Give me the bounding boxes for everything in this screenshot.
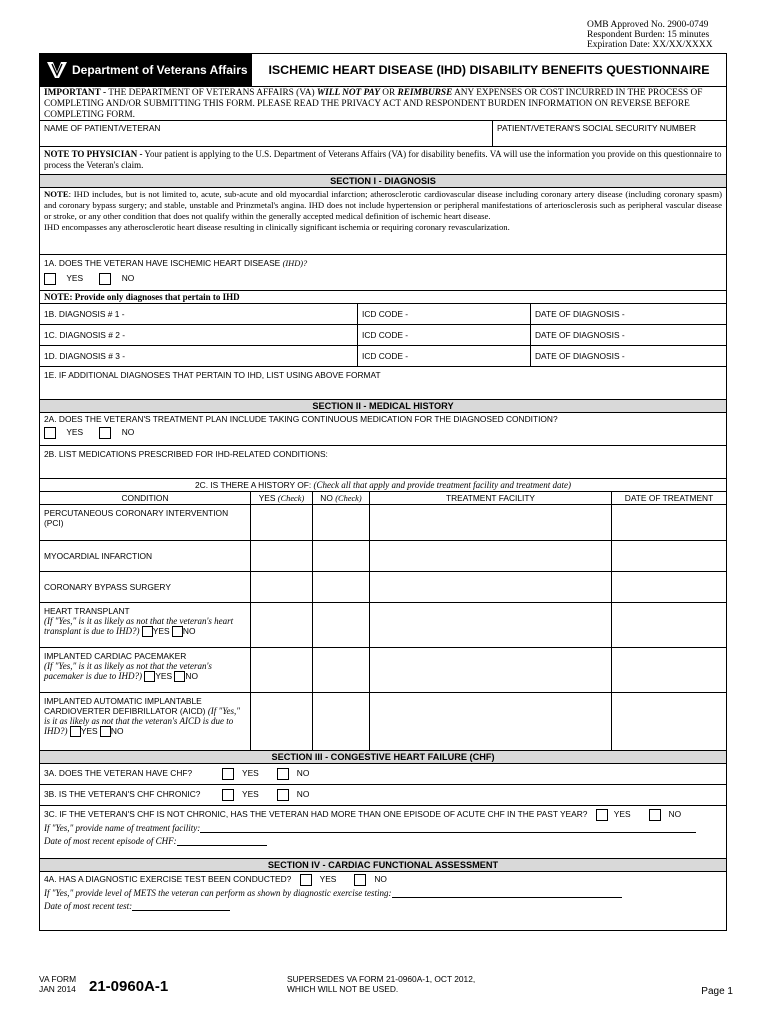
- ihd-note: [40, 188, 726, 255]
- q1e-label: 1E. IF ADDITIONAL DIAGNOSES THAT PERTAIN TO IHD, LIST USING ABOVE FORMAT: [44, 370, 381, 380]
- va-seal-icon: [46, 60, 68, 80]
- q3b-no-label: NO: [296, 789, 310, 800]
- diagnosis-1-field[interactable]: [40, 304, 358, 324]
- q4a-row: [40, 872, 726, 930]
- q4a-mets-label: If "Yes," provide level of METS the veteran can perform as shown by diagnostic exercise testing:: [44, 888, 392, 898]
- q3a-yes-label: YES: [242, 768, 259, 779]
- history-row-cabg: [40, 572, 726, 603]
- aicd-no-checkbox[interactable]: [100, 726, 111, 737]
- q3c-row: [40, 806, 726, 859]
- col-no-italic: (Check): [335, 494, 362, 503]
- omb-block: [587, 20, 713, 50]
- q1a-yes-label: YES: [66, 273, 84, 284]
- q2a-label: 2A. DOES THE VETERAN'S TREATMENT PLAN INCLUDE TAKING CONTINUOUS MEDICATION FOR THE DIAGNOSED CONDITION?: [44, 414, 558, 424]
- date-1-label: DATE OF DIAGNOSIS -: [535, 309, 625, 319]
- pacemaker-label: IMPLANTED CARDIAC PACEMAKER: [44, 651, 187, 661]
- footer-va-form: VA FORM: [39, 974, 77, 984]
- aicd-no-cell[interactable]: [313, 693, 370, 750]
- important-or: OR: [379, 88, 398, 98]
- col-date: DATE OF TREATMENT: [624, 493, 714, 503]
- footer-form-info: [39, 974, 76, 994]
- q3c-yes-checkbox[interactable]: [596, 809, 608, 821]
- date-2-label: DATE OF DIAGNOSIS -: [535, 330, 625, 340]
- dept-name: Department of Veterans Affairs: [72, 63, 248, 77]
- pacemaker-no-cell[interactable]: [313, 648, 370, 692]
- aicd-date-cell[interactable]: [612, 693, 726, 750]
- patient-row: [40, 121, 726, 147]
- footer-form-number: 21-0960A-1: [89, 978, 169, 995]
- q4a-no-label: NO: [374, 874, 387, 885]
- diagnosis-1-label: 1B. DIAGNOSIS # 1 -: [44, 309, 125, 319]
- history-row-mi: [40, 541, 726, 572]
- aicd-question: (If "Yes," is it as likely as not that the veteran's AICD is due to IHD?): [44, 706, 241, 736]
- ssn-field[interactable]: [493, 121, 726, 146]
- q3c-date-label: Date of most recent episode of CHF:: [44, 836, 177, 846]
- q3c-no-label: NO: [668, 809, 682, 820]
- q2a-yes-label: YES: [66, 427, 84, 438]
- icd-1-label: ICD CODE -: [362, 309, 409, 319]
- ihd-note-text: : IHD includes, but is not limited to, acute, sub-acute and old myocardial infarction; atherosclerotic cardiovascular disease including coronary artery disease (including coronary spasm) and coronary bypass surgery; and stable, unstable and Prinzmetal's angina. IHD does not include hypertension or peripheral manifestations of arteriosclerosis such as peripheral vascular disease or stroke, or any other condition that does not qualify within the generally accepted medical definition of ischemic heart disease.: [44, 189, 722, 221]
- q4a-no-checkbox[interactable]: [354, 874, 366, 886]
- q2a-row: [40, 413, 726, 446]
- q1a-no-checkbox[interactable]: [99, 273, 111, 285]
- aicd-label: IMPLANTED AUTOMATIC IMPLANTABLE CARDIOVERTER DEFIBRILLATOR (AICD): [44, 696, 208, 716]
- q1a-label-italic: (IHD)?: [282, 259, 308, 268]
- q3a-no-checkbox[interactable]: [277, 768, 289, 780]
- aicd-condition: IMPLANTED AUTOMATIC IMPLANTABLE CARDIOVERTER DEFIBRILLATOR (AICD) (If "Yes," is it as likely as not that the veteran's AICD is due to IHD?) YES NO: [40, 693, 251, 750]
- omb-approved: OMB Approved No. 2900-0749: [587, 20, 709, 30]
- patient-name-label: NAME OF PATIENT/VETERAN: [44, 123, 161, 133]
- footer-supersedes-line2: WHICH WILL NOT BE USED.: [287, 984, 399, 994]
- col-yes: [251, 492, 313, 504]
- cabg-date-cell[interactable]: [612, 572, 726, 602]
- pacemaker-no-checkbox[interactable]: [174, 671, 185, 682]
- important-text2: ANY EXPENSES OR COST INCURRED IN THE PROCESS OF COMPLETING AND/OR SUBMITTING THIS FORM. PLEASE READ THE PRIVACY ACT AND RESPONDENT BURDEN INFORMATION ON REVERSE BEFORE COMPLETING FORM.: [44, 88, 703, 120]
- pci-date-cell[interactable]: [612, 505, 726, 540]
- q2a-no-checkbox[interactable]: [99, 427, 111, 439]
- q3c-yes-label: YES: [613, 809, 631, 820]
- aicd-facility-cell[interactable]: [370, 693, 612, 750]
- q4a-date-label: Date of most recent test:: [44, 901, 133, 911]
- pacemaker-condition: IMPLANTED CARDIAC PACEMAKER (If "Yes," is it as likely as not that the veteran's pacemaker is due to IHD?) YES NO: [40, 648, 251, 692]
- q3c-label: 3C. IF THE VETERAN'S CHF IS NOT CHRONIC, HAS THE VETERAN HAD MORE THAN ONE EPISODE OF ACUTE CHF IN THE PAST YEAR?: [44, 809, 588, 820]
- col-yes-italic: (Check): [277, 494, 305, 503]
- pci-no-cell[interactable]: [313, 505, 370, 540]
- diagnosis-3-field[interactable]: [40, 346, 358, 366]
- history-row-aicd: [40, 693, 726, 751]
- transplant-date-cell[interactable]: [612, 603, 726, 647]
- ihd-note-label: NOTE: [44, 189, 69, 199]
- date-3-field[interactable]: [531, 346, 726, 366]
- cabg-facility-cell[interactable]: [370, 572, 612, 602]
- transplant-no-checkbox[interactable]: [172, 626, 183, 637]
- q3a-row: [40, 764, 726, 785]
- important-notice: [40, 87, 726, 121]
- cabg-no-cell[interactable]: [313, 572, 370, 602]
- q2b-field[interactable]: [40, 446, 726, 479]
- icd-1-field[interactable]: [358, 304, 531, 324]
- col-condition: CONDITION: [40, 492, 251, 504]
- transplant-label: HEART TRANSPLANT: [44, 606, 130, 616]
- diagnosis-2-label: 1C. DIAGNOSIS # 2 -: [44, 330, 125, 340]
- diagnosis-row: [40, 325, 726, 346]
- cabg-label: CORONARY BYPASS SURGERY: [40, 572, 251, 602]
- history-table-header: [40, 492, 726, 505]
- diagnosis-row: [40, 304, 726, 325]
- date-2-field[interactable]: [531, 325, 726, 345]
- q3b-yes-checkbox[interactable]: [222, 789, 234, 801]
- q2c-header: [40, 479, 726, 492]
- pacemaker-date-cell[interactable]: [612, 648, 726, 692]
- q3c-facility-label: If "Yes," provide name of treatment facility:: [44, 823, 201, 833]
- q2a-yes-checkbox[interactable]: [44, 427, 56, 439]
- q3b-label: 3B. IS THE VETERAN'S CHF CHRONIC?: [44, 789, 201, 800]
- q1a-label: 1A. DOES THE VETERAN HAVE ISCHEMIC HEART DISEASE: [44, 258, 283, 268]
- icd-2-label: ICD CODE -: [362, 330, 409, 340]
- omb-expiration: Expiration Date: XX/XX/XXXX: [587, 40, 713, 50]
- icd-3-label: ICD CODE -: [362, 351, 409, 361]
- pci-label: PERCUTANEOUS CORONARY INTERVENTION (PCI): [40, 505, 251, 540]
- pci-yes-cell[interactable]: [251, 505, 313, 540]
- col-yes-label: YES: [258, 493, 278, 503]
- q3a-label: 3A. DOES THE VETERAN HAVE CHF?: [44, 768, 193, 779]
- icd-2-field[interactable]: [358, 325, 531, 345]
- history-row-pacemaker: [40, 648, 726, 693]
- section-2-title: SECTION II - MEDICAL HISTORY: [40, 400, 726, 413]
- q2b-label: 2B. LIST MEDICATIONS PRESCRIBED FOR IHD-RELATED CONDITIONS:: [44, 449, 328, 459]
- diagnosis-row: [40, 346, 726, 367]
- mi-date-cell[interactable]: [612, 541, 726, 571]
- q2c-label-italic: (Check all that apply and provide treatment facility and treatment date): [313, 480, 571, 490]
- ssn-label: PATIENT/VETERAN'S SOCIAL SECURITY NUMBER: [497, 123, 697, 133]
- pci-facility-cell[interactable]: [370, 505, 612, 540]
- mi-yes-cell[interactable]: [251, 541, 313, 571]
- mi-no-cell[interactable]: [313, 541, 370, 571]
- omb-burden: Respondent Burden: 15 minutes: [587, 30, 710, 40]
- section-4-title: SECTION IV - CARDIAC FUNCTIONAL ASSESSMENT: [40, 859, 726, 872]
- q3c-facility-line[interactable]: [200, 823, 696, 833]
- aicd-yes-cell[interactable]: [251, 693, 313, 750]
- q2a-no-label: NO: [121, 427, 135, 438]
- transplant-question: (If "Yes," is it as likely as not that the veteran's heart transplant is due to IHD?): [44, 616, 234, 636]
- footer-date: JAN 2014: [39, 984, 76, 994]
- diagnosis-3-label: 1D. DIAGNOSIS # 3 -: [44, 351, 125, 361]
- pacemaker-yes-checkbox[interactable]: [144, 671, 155, 682]
- footer-page: Page 1: [701, 986, 733, 997]
- form-title: ISCHEMIC HEART DISEASE (IHD) DISABILITY BENEFITS QUESTIONNAIRE: [268, 63, 710, 77]
- date-3-label: DATE OF DIAGNOSIS -: [535, 351, 625, 361]
- icd-3-field[interactable]: [358, 346, 531, 366]
- physician-text: Your patient is applying to the U.S. Department of Veterans Affairs (VA) for disability benefits. VA will use the information you provide on this questionnaire to process the Veteran's claim.: [44, 149, 722, 170]
- footer-supersedes-line1: SUPERSEDES VA FORM 21-0960A-1, OCT 2012,: [287, 974, 476, 984]
- q2c-label: 2C. IS THERE A HISTORY OF:: [195, 480, 314, 490]
- transplant-facility-cell[interactable]: [370, 603, 612, 647]
- q4a-mets-line[interactable]: [392, 888, 622, 898]
- transplant-condition: HEART TRANSPLANT (If "Yes," is it as likely as not that the veteran's heart transplant is due to IHD?) YES NO: [40, 603, 251, 647]
- diagnosis-2-field[interactable]: [40, 325, 358, 345]
- important-reimburse: REIMBURSE: [397, 88, 453, 98]
- q3b-yes-label: YES: [242, 789, 259, 800]
- q4a-yes-label: YES: [319, 874, 337, 885]
- history-row-transplant: [40, 603, 726, 648]
- q3b-row: [40, 785, 726, 806]
- q1a-row: [40, 255, 726, 291]
- mi-label: MYOCARDIAL INFARCTION: [40, 541, 251, 571]
- important-will-not-pay: WILL NOT PAY: [316, 88, 380, 98]
- q4a-label: 4A. HAS A DIAGNOSTIC EXERCISE TEST BEEN CONDUCTED?: [44, 874, 292, 885]
- aicd-yes-checkbox[interactable]: [70, 726, 81, 737]
- q1a-no-label: NO: [121, 273, 135, 284]
- section-1-title: SECTION I - DIAGNOSIS: [40, 175, 726, 188]
- mi-facility-cell[interactable]: [370, 541, 612, 571]
- physician-note: [40, 147, 726, 175]
- important-text1: THE DEPARTMENT OF VETERANS AFFAIRS (VA): [106, 88, 317, 98]
- ihd-note-text2: IHD encompasses any atherosclerotic heart disease resulting in clinically significant ischemia or requiring coronary revascularization.: [44, 222, 510, 232]
- q3a-no-label: NO: [296, 768, 310, 779]
- col-facility: TREATMENT FACILITY: [370, 492, 612, 504]
- pacemaker-yes-cell[interactable]: [251, 648, 313, 692]
- q1e-field[interactable]: [40, 367, 726, 400]
- diagnoses-note: NOTE: Provide only diagnoses that pertain to IHD: [40, 291, 726, 304]
- q3c-no-checkbox[interactable]: [649, 809, 661, 821]
- form-body: [39, 53, 727, 931]
- cabg-yes-cell[interactable]: [251, 572, 313, 602]
- q3a-yes-checkbox[interactable]: [222, 768, 234, 780]
- q1a-yes-checkbox[interactable]: [44, 273, 56, 285]
- va-logo-block: [40, 54, 252, 86]
- footer-supersedes: [287, 974, 475, 994]
- section-3-title: SECTION III - CONGESTIVE HEART FAILURE (CHF): [40, 751, 726, 764]
- transplant-yes-cell[interactable]: [251, 603, 313, 647]
- important-label: IMPORTANT -: [44, 88, 107, 98]
- transplant-yes-checkbox[interactable]: [142, 626, 153, 637]
- history-row-pci: [40, 505, 726, 541]
- patient-name-field[interactable]: [40, 121, 493, 146]
- pacemaker-question: (If "Yes," is it as likely as not that the veteran's pacemaker is due to IHD?): [44, 661, 212, 681]
- q3c-date-line[interactable]: [177, 836, 267, 846]
- q3b-no-checkbox[interactable]: [277, 789, 289, 801]
- q4a-date-line[interactable]: [132, 901, 230, 911]
- physician-label: NOTE TO PHYSICIAN -: [44, 149, 143, 159]
- date-1-field[interactable]: [531, 304, 726, 324]
- form-header: [40, 54, 726, 87]
- col-no-label: NO: [320, 493, 336, 503]
- col-no: [313, 492, 370, 504]
- pacemaker-facility-cell[interactable]: [370, 648, 612, 692]
- q4a-yes-checkbox[interactable]: [300, 874, 312, 886]
- transplant-no-cell[interactable]: [313, 603, 370, 647]
